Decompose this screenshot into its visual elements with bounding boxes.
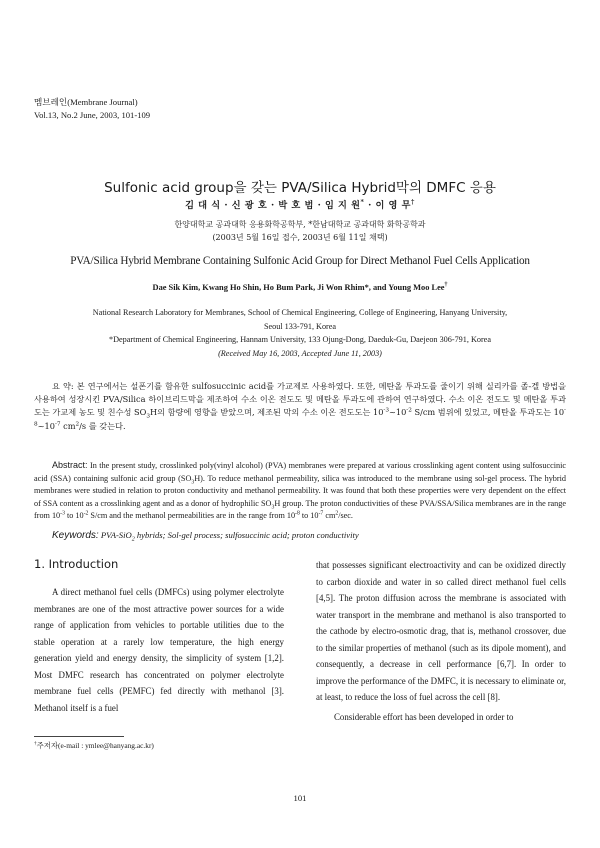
abstract-korean xyxy=(34,380,566,433)
corresponding-mark-en: † xyxy=(444,282,448,289)
page-number: 101 xyxy=(293,793,307,803)
subscript: 2 xyxy=(131,536,135,543)
abstract-english-text: to 10 xyxy=(299,511,319,521)
abstract-english-text: cm xyxy=(323,511,336,521)
affiliation-korean-line: 한양대학교 공과대학 응용화학공학부, *한남대학교 공과대학 화학공학과 xyxy=(174,220,426,229)
journal-volume: Vol.13, No.2 June, 2003, 101-109 xyxy=(34,110,151,120)
subscript: 3 xyxy=(271,504,275,511)
abstract-english xyxy=(34,459,566,523)
authors-english-names: Dae Sik Kim, Kwang Ho Shin, Ho Bum Park, Ji Won Rhim*, and Young Moo Lee xyxy=(152,283,445,292)
abstract-korean-text: 본 연구에서는 설폰기를 함유한 sulfosuccinic acid를 가교제로 사용하였다. 또한, 메탄올 투과도를 줄이기 위해 실리카를 졸-겔 방법을 사용하여 성장시킨 PVA/Silica 하이브리드막을 제조하여 수소 이온 전도도 및 메탄올 투과도에 관하여 연구하였다. 수소 이온 전도도 및 메탄올 투과도는 가교제 농도 및 친수성 SO xyxy=(34,381,566,418)
superscript: -8 xyxy=(34,407,566,427)
superscript: 2 xyxy=(335,510,339,517)
keywords-label: Keywords: xyxy=(52,530,99,541)
abstract-korean-text: H의 함량에 영향을 받았으며, 제조된 막의 수소 이온 전도도는 10 xyxy=(150,407,384,418)
superscript: -2 xyxy=(83,510,89,517)
received-dates-english: (Received May 16, 2003, Accepted June 11, 2003) xyxy=(218,348,382,358)
abstract-english-text: to 10 xyxy=(64,511,84,521)
superscript: -7 xyxy=(54,420,61,427)
superscript: -3 xyxy=(60,510,65,517)
footnote-text: 주저자(e-mail : ymlee@hanyang.ac.kr) xyxy=(36,741,154,750)
keywords-text: hybrids; Sol-gel process; sulfosuccinic acid; proton conductivity xyxy=(134,530,359,540)
footnote-mark: † xyxy=(34,740,37,747)
intro-right-column xyxy=(316,557,566,725)
abstract-english-label: Abstract: xyxy=(52,460,88,470)
abstract-english-text: /sec. xyxy=(338,511,353,521)
affiliation-english-line1: National Research Laboratory for Membranes, School of Chemical Engineering, College of Engineering, Hanyang University, xyxy=(92,308,508,317)
intro-paragraph: A direct methanol fuel cells (DMFCs) using polymer electrolyte membranes are one of the most attractive power sources for a wide range of application from vehicles to portable utilities due to the stable operation at a rarely low temperature, the high energy generation yield and energy density, the simplicity of system [1,2]. Most DMFC research has concentrated on polymer electrolyte membrane fuel cells (PEMFC) fed directly with methanol [3]. Methanol itself is a fuel xyxy=(34,587,284,713)
section-heading: 1. Introduction xyxy=(34,557,119,571)
corresponding-mark: † xyxy=(411,197,415,206)
footnote-divider xyxy=(34,736,124,737)
abstract-korean-text: ~10 xyxy=(37,420,55,431)
journal-name: 멤브레인(Membrane Journal) xyxy=(34,97,138,107)
authors-english xyxy=(0,283,600,292)
keywords-text: PVA-SiO xyxy=(98,530,132,540)
abstract-korean-text: ~10 xyxy=(389,407,407,418)
abstract-english-text: In the present study, crosslinked poly(vinyl alcohol) (PVA) membranes were prepared at various crosslinking agent content using sulfosuccinic acid (SSA) containing sulfonic acid group (SO xyxy=(34,461,566,483)
subscript: 3 xyxy=(146,414,150,421)
abstract-english-text: S/cm and the methanol permeabilities are in the range from 10 xyxy=(88,511,296,521)
received-dates-korean: (2003년 5월 16일 접수, 2003년 6월 11일 채택) xyxy=(212,233,388,242)
authors-korean xyxy=(0,197,600,211)
intro-paragraph: that possesses significant electroactivity and can be oxidized directly to carbon dioxide and water in so called direct methanol fuel cells [4,5]. The proton diffusion across the membrane is associated with water transport in the membrane and methanol is also transported to the cathode by electro-osmotic drag, that is, methanol crossover, due to the similar properties of methanol (such as its dipole moment), and consequently, a decrease in cell performance [6,7]. In order to improve the performance of the DMFC, it is necessary to eliminate or, at least, to reduce the loss of fuel across the cell [8]. xyxy=(316,560,566,702)
abstract-korean-label: 요 약: xyxy=(52,381,74,391)
authors-korean-last: · 이 영 무 xyxy=(364,200,411,211)
affiliation-english-line2: Seoul 133-791, Korea xyxy=(263,321,337,331)
journal-header xyxy=(34,96,150,122)
authors-korean-names: 김 대 식 · 신 광 호 · 박 호 범 · 임 지 원 xyxy=(185,200,361,211)
superscript: -3 xyxy=(383,407,389,414)
superscript: -8 xyxy=(295,510,300,517)
affiliation-mark: * xyxy=(360,197,365,206)
intro-left-column xyxy=(34,584,284,716)
affiliation-english xyxy=(40,306,560,360)
keywords xyxy=(52,530,566,541)
title-english: PVA/Silica Hybrid Membrane Containing Sulfonic Acid Group for Direct Methanol Fuel Cells Application xyxy=(70,255,530,267)
abstract-english-text: H). To reduce methanol permeability, silica was introduced to the membrane using sol-gel process. The hybrid membranes were studied in relation to proton conductivity and methanol permeability. It was found that both these properties were very dependent on the effect of SSA content as a crosslinking agent and as a donor of hydrophilic SO xyxy=(34,473,566,508)
title-korean: Sulfonic acid group을 갖는 PVA/Silica Hybrid막의 DMFC 응용 xyxy=(104,180,496,196)
affiliation-english-line3: *Department of Chemical Engineering, Hannam University, 133 Ojung-Dong, Daeduk-Gu, Daejeon 306-791, Korea xyxy=(109,335,491,344)
abstract-korean-text: cm xyxy=(60,420,76,431)
superscript: 2 xyxy=(75,420,80,427)
abstract-korean-text: /s 를 갖는다. xyxy=(79,420,126,431)
subscript: 3 xyxy=(191,479,195,486)
abstract-english-text: H group. The proton conductivities of these PVA/SSA/Silica membranes are in the range from 10 xyxy=(34,498,567,521)
abstract-korean-text: S/cm 범위에 있었고, 메탄올 투과도는 10 xyxy=(411,407,565,418)
footnote xyxy=(34,740,154,751)
intro-paragraph: Considerable effort has been developed in order to xyxy=(334,711,514,722)
superscript: -7 xyxy=(318,510,324,517)
affiliation-korean xyxy=(0,218,600,244)
superscript: -2 xyxy=(406,407,412,414)
